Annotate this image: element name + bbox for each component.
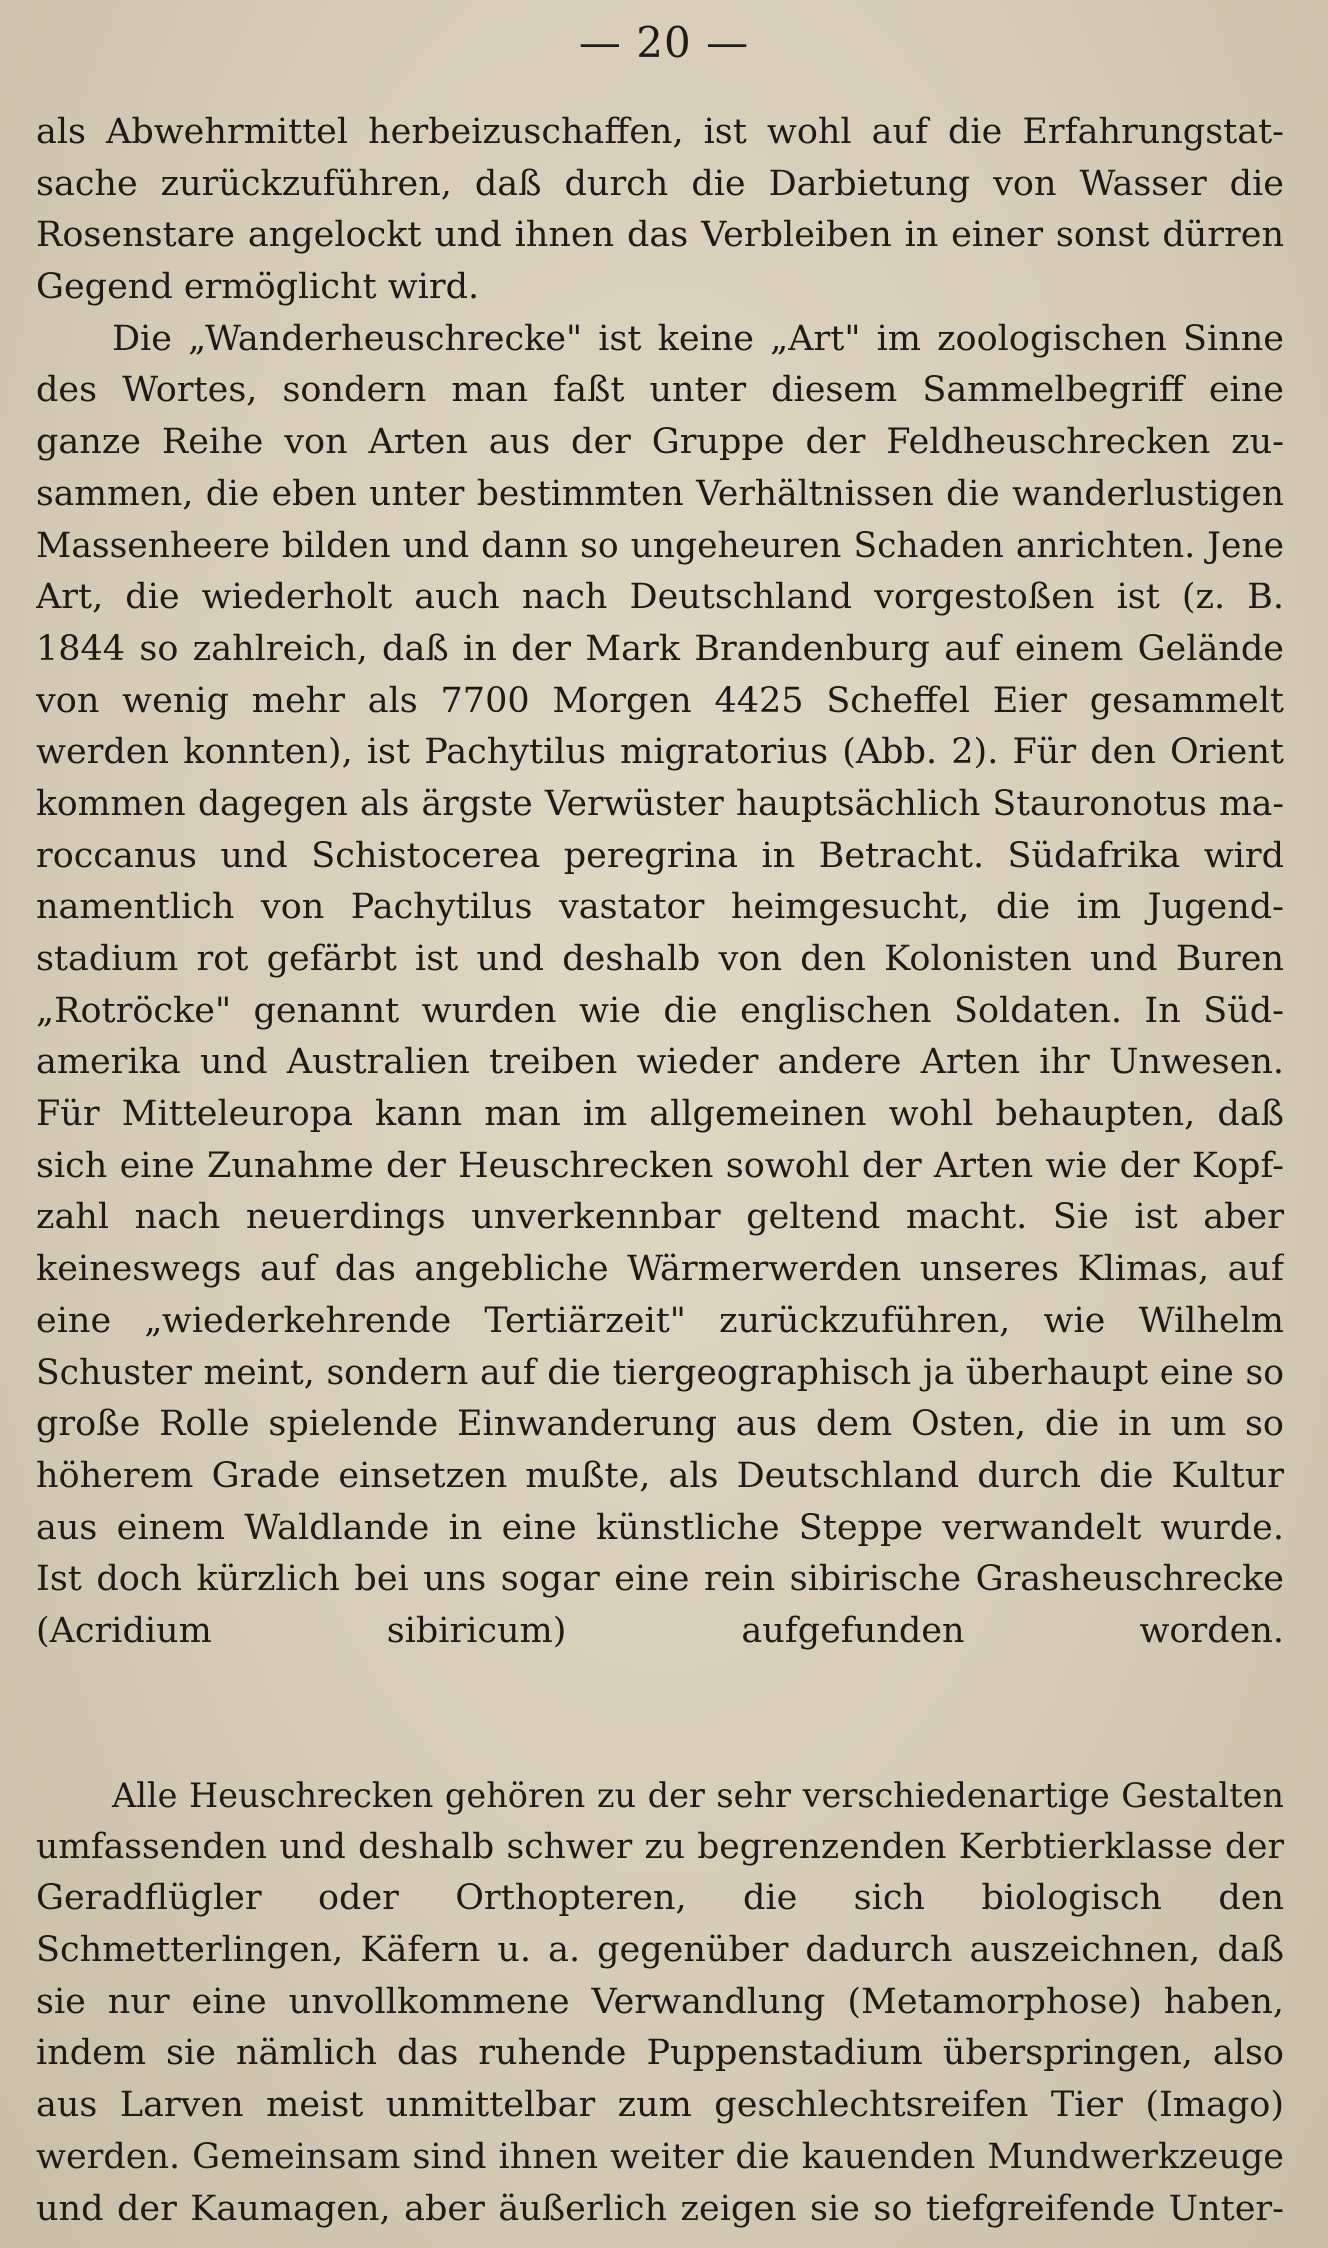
text-line: höherem Grade einsetzen mußte, als Deutschland durch die Kultur	[36, 1455, 1284, 1496]
text-line: zahl nach neuerdings unverkennbar geltend macht. Sie ist aber	[36, 1197, 1284, 1238]
text-line: sache zurückzuführen, daß durch die Darbietung von Wasser die	[36, 163, 1284, 204]
paragraph	[36, 107, 1284, 314]
text-line: Für Mitteleuropa kann man im allgemeinen wohl behaupten, daß	[36, 1094, 1284, 1135]
text-line	[36, 1658, 1284, 1710]
text-line: roccanus und Schistocerea peregrina in Betracht. Südafrika wird	[36, 835, 1284, 876]
text-line: Schmetterlingen, Käfern u. a. gegenüber dadurch auszeichnen, daß	[36, 1930, 1284, 1971]
text-line: Ist doch kürzlich bei uns sogar eine rein sibirische Grasheuschrecke	[36, 1559, 1284, 1600]
text-line: aus Larven meist unmittelbar zum geschlechtsreifen Tier (Imago)	[36, 2085, 1284, 2126]
text-line: Schuster meint, sondern auf die tiergeographisch ja überhaupt eine so	[36, 1352, 1284, 1393]
text-line: namentlich von Pachytilus vastator heimgesucht, die im Jugend-	[36, 887, 1284, 928]
text-line: Geradflügler oder Orthopteren, die sich biologisch den	[36, 1878, 1284, 1919]
paragraph	[36, 314, 1284, 1761]
text-line: Massenheere bilden und dann so ungeheuren Schaden anrichten. Jene	[36, 525, 1284, 566]
text-line: aus einem Waldlande in eine künstliche Steppe verwandelt wurde.	[36, 1507, 1284, 1548]
text-line: kommen dagegen als ärgste Verwüster hauptsächlich Stauronotus ma-	[36, 783, 1284, 824]
text-line: Art, die wiederholt auch nach Deutschland vorgestoßen ist (z. B.	[36, 577, 1284, 618]
text-line: Die „Wanderheuschrecke" ist keine „Art" im zoologischen Sinne	[112, 318, 1284, 359]
text-line: Gegend ermöglicht wird.	[36, 267, 480, 308]
text-line: stadium rot gefärbt ist und deshalb von den Kolonisten und Buren	[36, 939, 1284, 979]
text-line: werden konnten), ist Pachytilus migratorius (Abb. 2). Für den Orient	[36, 732, 1284, 773]
text-line: sich eine Zunahme der Heuschrecken sowohl der Arten wie der Kopf-	[36, 1145, 1284, 1186]
text-line: Rosenstare angelockt und ihnen das Verbleiben in einer sonst dürren	[36, 215, 1284, 256]
text-line: von wenig mehr als 7700 Morgen 4425 Scheffel Eier gesammelt	[36, 680, 1284, 721]
text-line: 1844 so zahlreich, daß in der Mark Brandenburg auf einem Gelände	[36, 628, 1284, 669]
text-line: sie nur eine unvollkommene Verwandlung (Metamorphose) haben,	[36, 1981, 1284, 2022]
text-line: umfassenden und deshalb schwer zu begrenzenden Kerbtierklasse der	[36, 1826, 1284, 1867]
text-line: als Abwehrmittel herbeizuschaffen, ist wohl auf die Erfahrungstat-	[36, 112, 1284, 152]
text-line: eine „wiederkehrende Tertiärzeit" zurückzuführen, wie Wilhelm	[36, 1300, 1284, 1341]
text-line: amerika und Australien treiben wieder andere Arten ihr Unwesen.	[36, 1042, 1284, 1083]
text-line: „Rotröcke" genannt wurden wie die englischen Soldaten. In Süd-	[36, 990, 1284, 1031]
body-text	[36, 107, 1284, 2235]
text-line: und der Kaumagen, aber äußerlich zeigen sie so tiefgreifende Unter-	[36, 2188, 1284, 2229]
text-line: sammen, die eben unter bestimmten Verhältnissen die wanderlustigen	[36, 473, 1284, 514]
text-line: werden. Gemeinsam sind ihnen weiter die kauenden Mundwerkzeuge	[36, 2136, 1284, 2177]
text-line: große Rolle spielende Einwanderung aus dem Osten, die in um so	[36, 1404, 1284, 1445]
text-line: indem sie nämlich das ruhende Puppenstadium überspringen, also	[36, 2033, 1284, 2074]
page-number: — 20 —	[578, 18, 750, 67]
text-line	[36, 1709, 1284, 1761]
text-line: (Acridium sibiricum) aufgefunden worden.	[36, 1610, 1284, 1651]
text-line: Alle Heuschrecken gehören zu der sehr verschiedenartige Gestalten	[112, 1776, 1284, 1815]
paragraph	[36, 1770, 1284, 2235]
text-line: ganze Reihe von Arten aus der Gruppe der Feldheuschrecken zu-	[36, 422, 1284, 463]
text-line: keineswegs auf das angebliche Wärmerwerden unseres Klimas, auf	[36, 1249, 1284, 1290]
text-line: des Wortes, sondern man faßt unter diesem Sammelbegriff eine	[36, 370, 1284, 411]
paragraph-gap	[36, 1761, 1284, 1770]
